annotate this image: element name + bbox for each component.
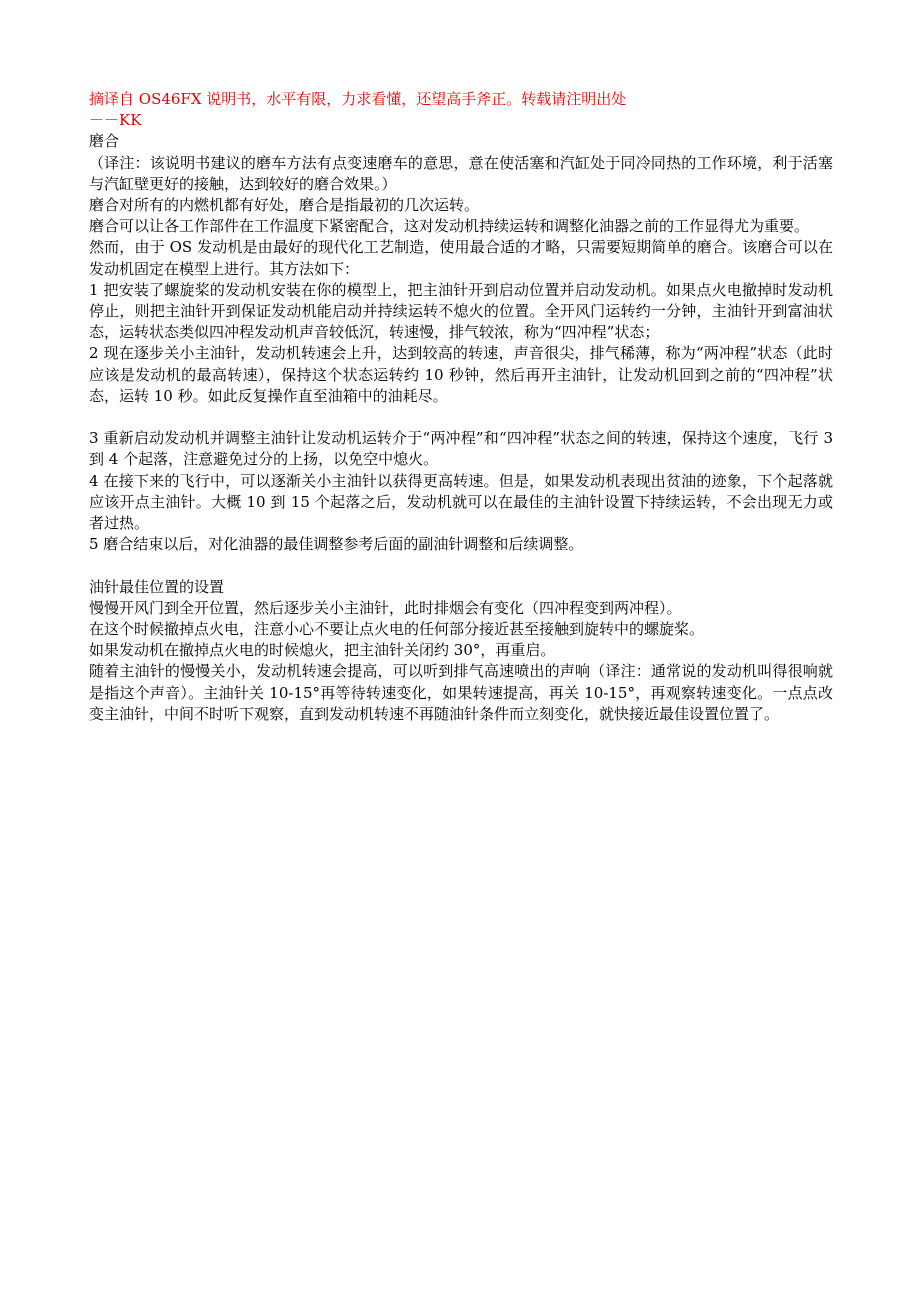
needle-paragraph-3: 如果发动机在撤掉点火电的时候熄火，把主油针关闭约 30°，再重启。 <box>89 641 556 660</box>
runin-step-1: 1 把安装了螺旋桨的发动机安装在你的模型上，把主油针开到启动位置并启动发动机。如果点火电撤掉时发动机停止，则把主油针开到保证发动机能启动并持续运转不熄火的位置。全开风门运转约一分钟，主油针开到富油状态，运转状态类似四冲程发动机声音较低沉，转速慢，排气较浓，称为“四冲程”状态； <box>89 280 833 342</box>
translator-note: （译注：该说明书建议的磨车方法有点变速磨车的意思，意在使活塞和汽缸处于同冷同热的工作环境，利于活塞与汽缸壁更好的接触，达到较好的磨合效果。） <box>89 153 833 193</box>
runin-paragraph-1: 磨合对所有的内燃机都有好处，磨合是指最初的几次运转。 <box>89 196 480 215</box>
blank-line <box>89 407 833 428</box>
section-title-needle: 油针最佳位置的设置 <box>89 577 225 596</box>
blank-line <box>89 555 833 576</box>
runin-step-3: 3 重新启动发动机并调整主油针让发动机运转介于“两冲程”和“四冲程”状态之间的转速，保持这个速度，飞行 3 到 4 个起落，注意避免过分的上扬，以免空中熄火。 <box>89 429 833 469</box>
runin-paragraph-2: 磨合可以让各工作部件在工作温度下紧密配合，这对发动机持续运转和调整化油器之前的工作显得尤为重要。 <box>89 217 810 236</box>
runin-step-5: 5 磨合结束以后，对化油器的最佳调整参考后面的副油针调整和后续调整。 <box>89 535 584 554</box>
document-page <box>89 89 833 725</box>
runin-step-2: 2 现在逐步关小主油针，发动机转速会上升，达到较高的转速，声音很尖，排气稀薄，称为“两冲程”状态（此时应该是发动机的最高转速），保持这个状态运转约 10 秒钟，然后再开主油针，让发动机回到之前的“四冲程”状态，运转 10 秒。如此反复操作直至油箱中的油耗尽。 <box>89 344 833 405</box>
runin-step-4: 4 在接下来的飞行中，可以逐渐关小主油针以获得更高转速。但是，如果发动机表现出贫油的迹象，下个起落就应该开点主油针。大概 10 到 15 个起落之后，发动机就可以在最佳的主油针设置下持续运转，不会出现无力或者过热。 <box>89 471 833 533</box>
needle-paragraph-2: 在这个时候撤掉点火电，注意小心不要让点火电的任何部分接近甚至接触到旋转中的螺旋桨。 <box>89 620 705 639</box>
author-signature: －－KK <box>89 111 142 130</box>
needle-paragraph-4: 随着主油针的慢慢关小，发动机转速会提高，可以听到排气高速喷出的声响（译注：通常说的发动机叫得很响就是指这个声音）。主油针关 10-15°再等待转速变化，如果转速提高，再关 10-15°，再观察转速变化。一点点改变主油针，中间不时听下观察，直到发动机转速不再随油针条件而立刻变化，就快接近最佳设置位置了。 <box>89 662 833 723</box>
needle-paragraph-1: 慢慢开风门到全开位置，然后逐步关小主油针，此时排烟会有变化（四冲程变到两冲程）。 <box>89 598 682 617</box>
section-title-runin: 磨合 <box>89 132 120 151</box>
source-note: 摘译自 OS46FX 说明书，水平有限，力求看懂，还望高手斧正。转载请注明出处 <box>89 90 627 108</box>
runin-paragraph-3: 然而，由于 OS 发动机是由最好的现代化工艺制造，使用最合适的才略，只需要短期简单的磨合。该磨合可以在发动机固定在模型上进行。其方法如下： <box>89 238 833 278</box>
